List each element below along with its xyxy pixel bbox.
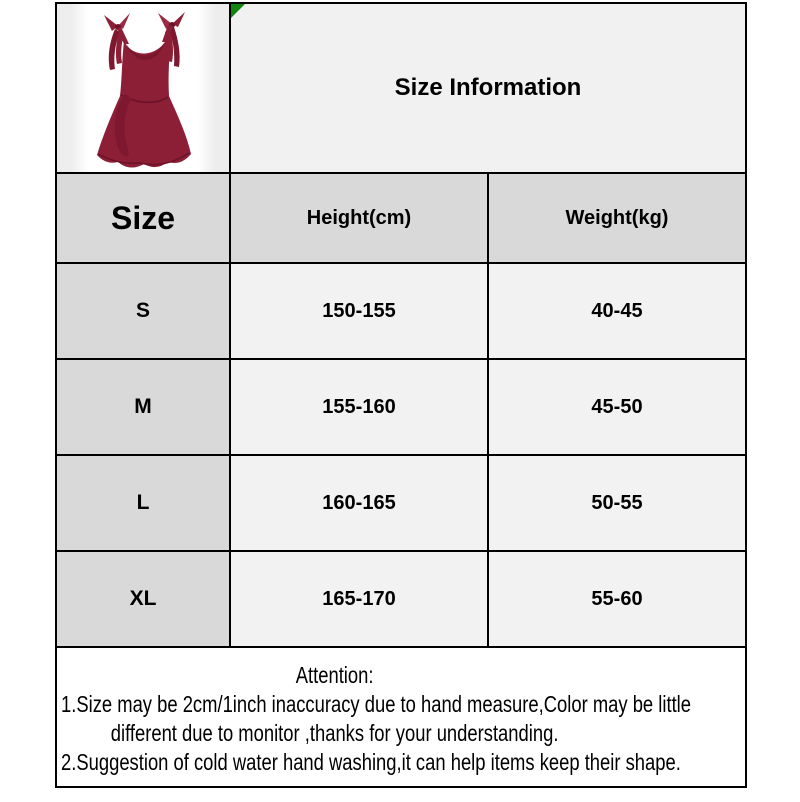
size-chart-table bbox=[55, 2, 747, 788]
product-image-cell bbox=[56, 3, 230, 173]
page-title: Size Information bbox=[394, 74, 582, 101]
column-header-weight: Weight(kg) bbox=[488, 173, 746, 263]
height-cell: 150-155 bbox=[230, 263, 488, 359]
size-cell: S bbox=[56, 263, 230, 359]
size-cell: XL bbox=[56, 551, 230, 647]
top-row bbox=[56, 3, 746, 173]
table-row-l bbox=[56, 455, 746, 551]
green-corner-flag-icon bbox=[231, 4, 245, 18]
product-image bbox=[58, 5, 228, 171]
dress-image bbox=[68, 8, 218, 168]
attention-line: different due to monitor ,thanks for your understanding. bbox=[110, 720, 559, 746]
weight-cell: 50-55 bbox=[488, 455, 746, 551]
title-cell bbox=[230, 3, 746, 173]
table-row-s bbox=[56, 263, 746, 359]
column-header-size: Size bbox=[56, 173, 230, 263]
size-cell: L bbox=[56, 455, 230, 551]
weight-cell: 55-60 bbox=[488, 551, 746, 647]
table-row-m bbox=[56, 359, 746, 455]
size-information-sheet bbox=[55, 2, 745, 788]
height-cell: 155-160 bbox=[230, 359, 488, 455]
weight-cell: 40-45 bbox=[488, 263, 746, 359]
attention-note bbox=[56, 647, 746, 787]
height-cell: 160-165 bbox=[230, 455, 488, 551]
attention-heading: Attention: bbox=[295, 662, 374, 688]
height-cell: 165-170 bbox=[230, 551, 488, 647]
attention-row bbox=[56, 647, 746, 787]
size-cell: M bbox=[56, 359, 230, 455]
weight-cell: 45-50 bbox=[488, 359, 746, 455]
attention-line: 2.Suggestion of cold water hand washing,it can help items keep their shape. bbox=[61, 749, 681, 775]
attention-line: 1.Size may be 2cm/1inch inaccuracy due to hand measure,Color may be little bbox=[61, 691, 692, 717]
table-row-xl bbox=[56, 551, 746, 647]
header-row bbox=[56, 173, 746, 263]
column-header-height: Height(cm) bbox=[230, 173, 488, 263]
